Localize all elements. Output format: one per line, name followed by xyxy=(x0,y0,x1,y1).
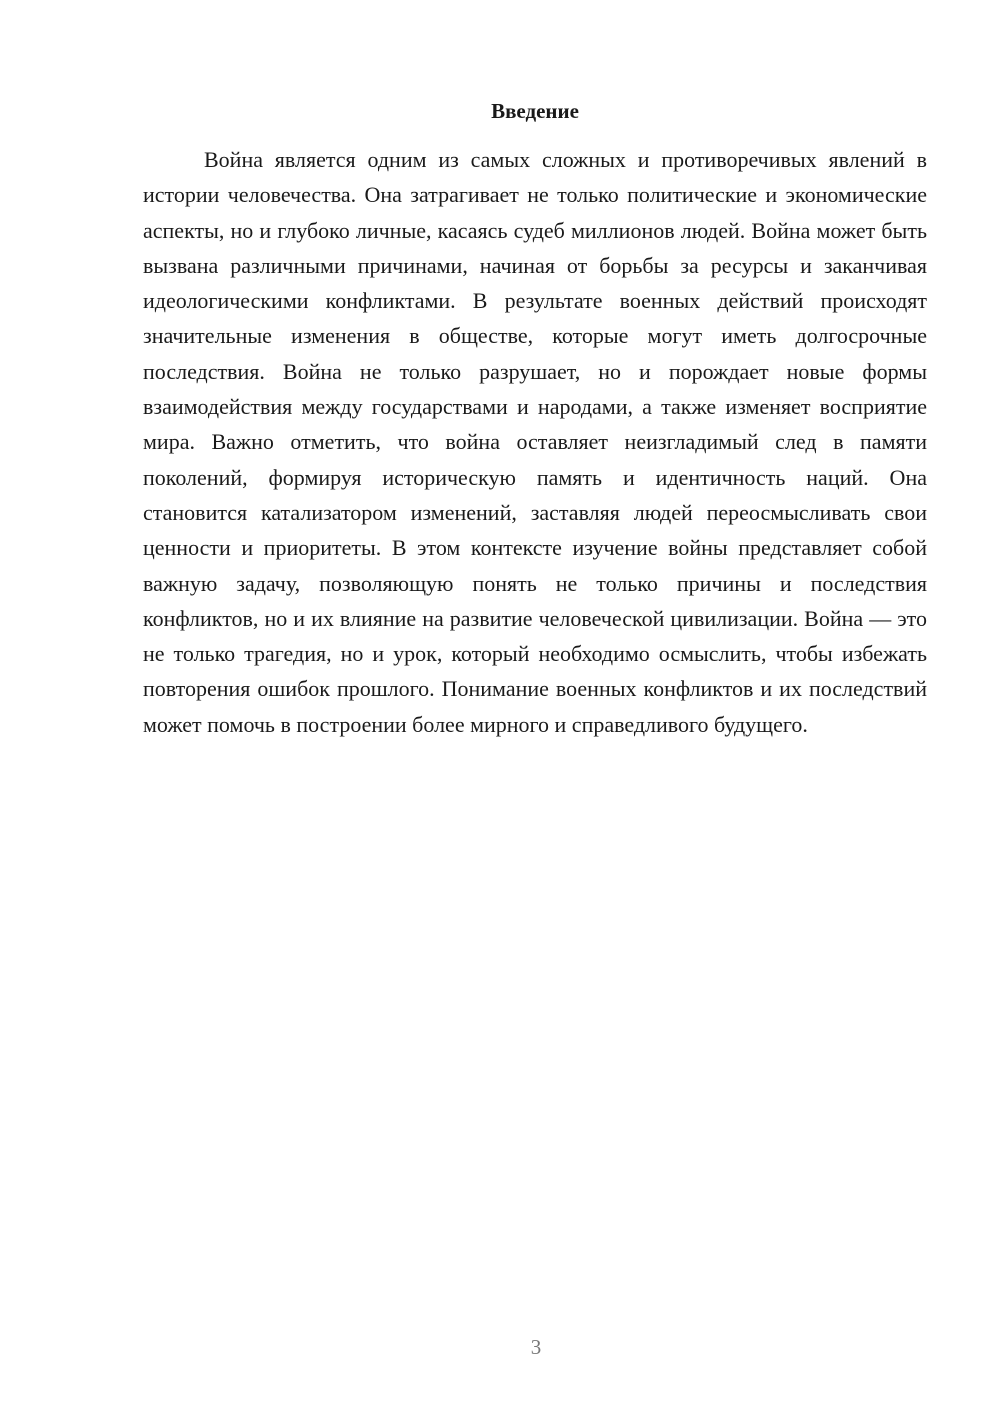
body-paragraph: Война является одним из самых сложных и противоречивых явлений в истории человечества. Она затрагивает не только политические и экономические аспекты, но и глубоко личные, касаясь судеб миллионов людей. Война может быть вызвана различными причинами, начиная от борьбы за ресурсы и заканчивая идеологическими конфликтами. В результате военных действий происходят значительные изменения в обществе, которые могут иметь долгосрочные последствия. Война не только разрушает, но и порождает новые формы взаимодействия между государствами и народами, а также изменяет восприятие мира. Важно отметить, что война оставляет неизгладимый след в памяти поколений, формируя историческую память и идентичность наций. Она становится катализатором изменений, заставляя людей переосмысливать свои ценности и приоритеты. В этом контексте изучение войны представляет собой важную задачу, позволяющую понять не только причины и последствия конфликтов, но и их влияние на развитие человеческой цивилизации. Война — это не только трагедия, но и урок, который необходимо осмыслить, чтобы избежать повторения ошибок прошлого. Понимание военных конфликтов и их последствий может помочь в построении более мирного и справедливого будущего. xyxy=(143,147,927,737)
section-heading: Введение xyxy=(491,99,579,123)
page-number: 3 xyxy=(530,1335,542,1359)
